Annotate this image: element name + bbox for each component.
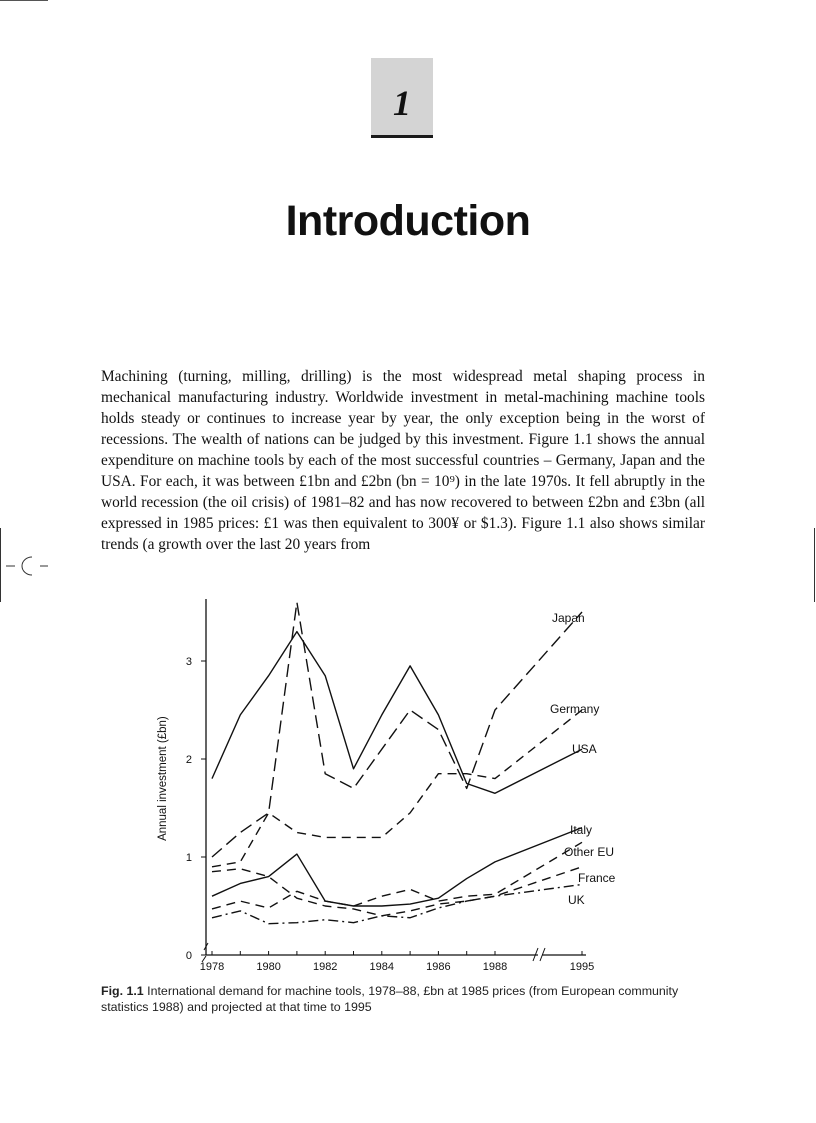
series-label-usa: USA xyxy=(572,742,597,756)
y-tick-label: 0 xyxy=(185,950,192,962)
series-line-other-eu xyxy=(212,842,582,909)
body-paragraph: Machining (turning, milling, drilling) is the most widespread metal shaping process in mechanical manufacturing industry. Worldwide investment in metal-machining machine tools holds steady or continues to increase year by year, the only exception being in the worst of recessions. The wealth of nations can be judged by this investment. Figure 1.1 shows the annual expenditure on machine tools by each of the most successful countries – Germany, Japan and the USA. For each, it was between £1bn and £2bn (bn = 10⁹) in the late 1970s. It fell abruptly in the world recession (the oil crisis) of 1981–82 and has now recovered to between £2bn and £3bn (all expressed in 1985 prices: £1 was then equivalent to 300¥ or $1.3). Figure 1.1 also shows similar trends (a growth over the last 20 years from xyxy=(101,368,705,553)
series-label-other-eu: Other EU xyxy=(564,845,615,859)
crop-line-left xyxy=(0,528,1,602)
y-tick-label: 3 xyxy=(185,656,192,668)
figure-caption-text: International demand for machine tools, 1978–88, £bn at 1985 prices (from European community statistics 1988) and projected at that time to 1995 xyxy=(101,984,679,1014)
x-tick-label: 1982 xyxy=(312,961,338,973)
series-label-france: France xyxy=(578,871,616,885)
y-axis-break xyxy=(202,943,208,962)
crop-registration-icon xyxy=(6,555,50,577)
series-label-italy: Italy xyxy=(570,823,593,837)
series-label-japan: Japan xyxy=(552,611,585,625)
series-label-germany: Germany xyxy=(550,702,600,716)
series-line-usa xyxy=(212,632,582,794)
figure-label: Fig. 1.1 xyxy=(101,984,144,998)
figure-caption xyxy=(101,983,707,1015)
x-tick-label: 1980 xyxy=(256,961,281,973)
line-chart xyxy=(150,596,630,976)
x-tick-label: 1986 xyxy=(426,961,451,973)
series-line-italy xyxy=(212,828,582,906)
y-axis-label: Annual investment (£bn) xyxy=(157,716,169,841)
series-line-japan xyxy=(212,602,582,857)
x-tick-label: 1978 xyxy=(199,961,225,973)
x-tick-label: 1984 xyxy=(369,961,395,973)
crop-line-right xyxy=(814,528,815,602)
figure-1-1 xyxy=(150,596,630,976)
x-tick-label: 1988 xyxy=(482,961,508,973)
chapter-title: Introduction xyxy=(285,197,531,245)
x-tick-label: 1995 xyxy=(569,961,595,973)
chapter-number-box xyxy=(371,58,433,138)
y-tick-label: 1 xyxy=(185,852,192,864)
y-tick-label: 2 xyxy=(185,754,192,766)
series-line-germany xyxy=(212,710,582,867)
chapter-number: 1 xyxy=(393,82,411,123)
series-label-uk: UK xyxy=(568,893,585,907)
top-rule xyxy=(0,0,48,1)
series-line-uk xyxy=(212,884,582,923)
